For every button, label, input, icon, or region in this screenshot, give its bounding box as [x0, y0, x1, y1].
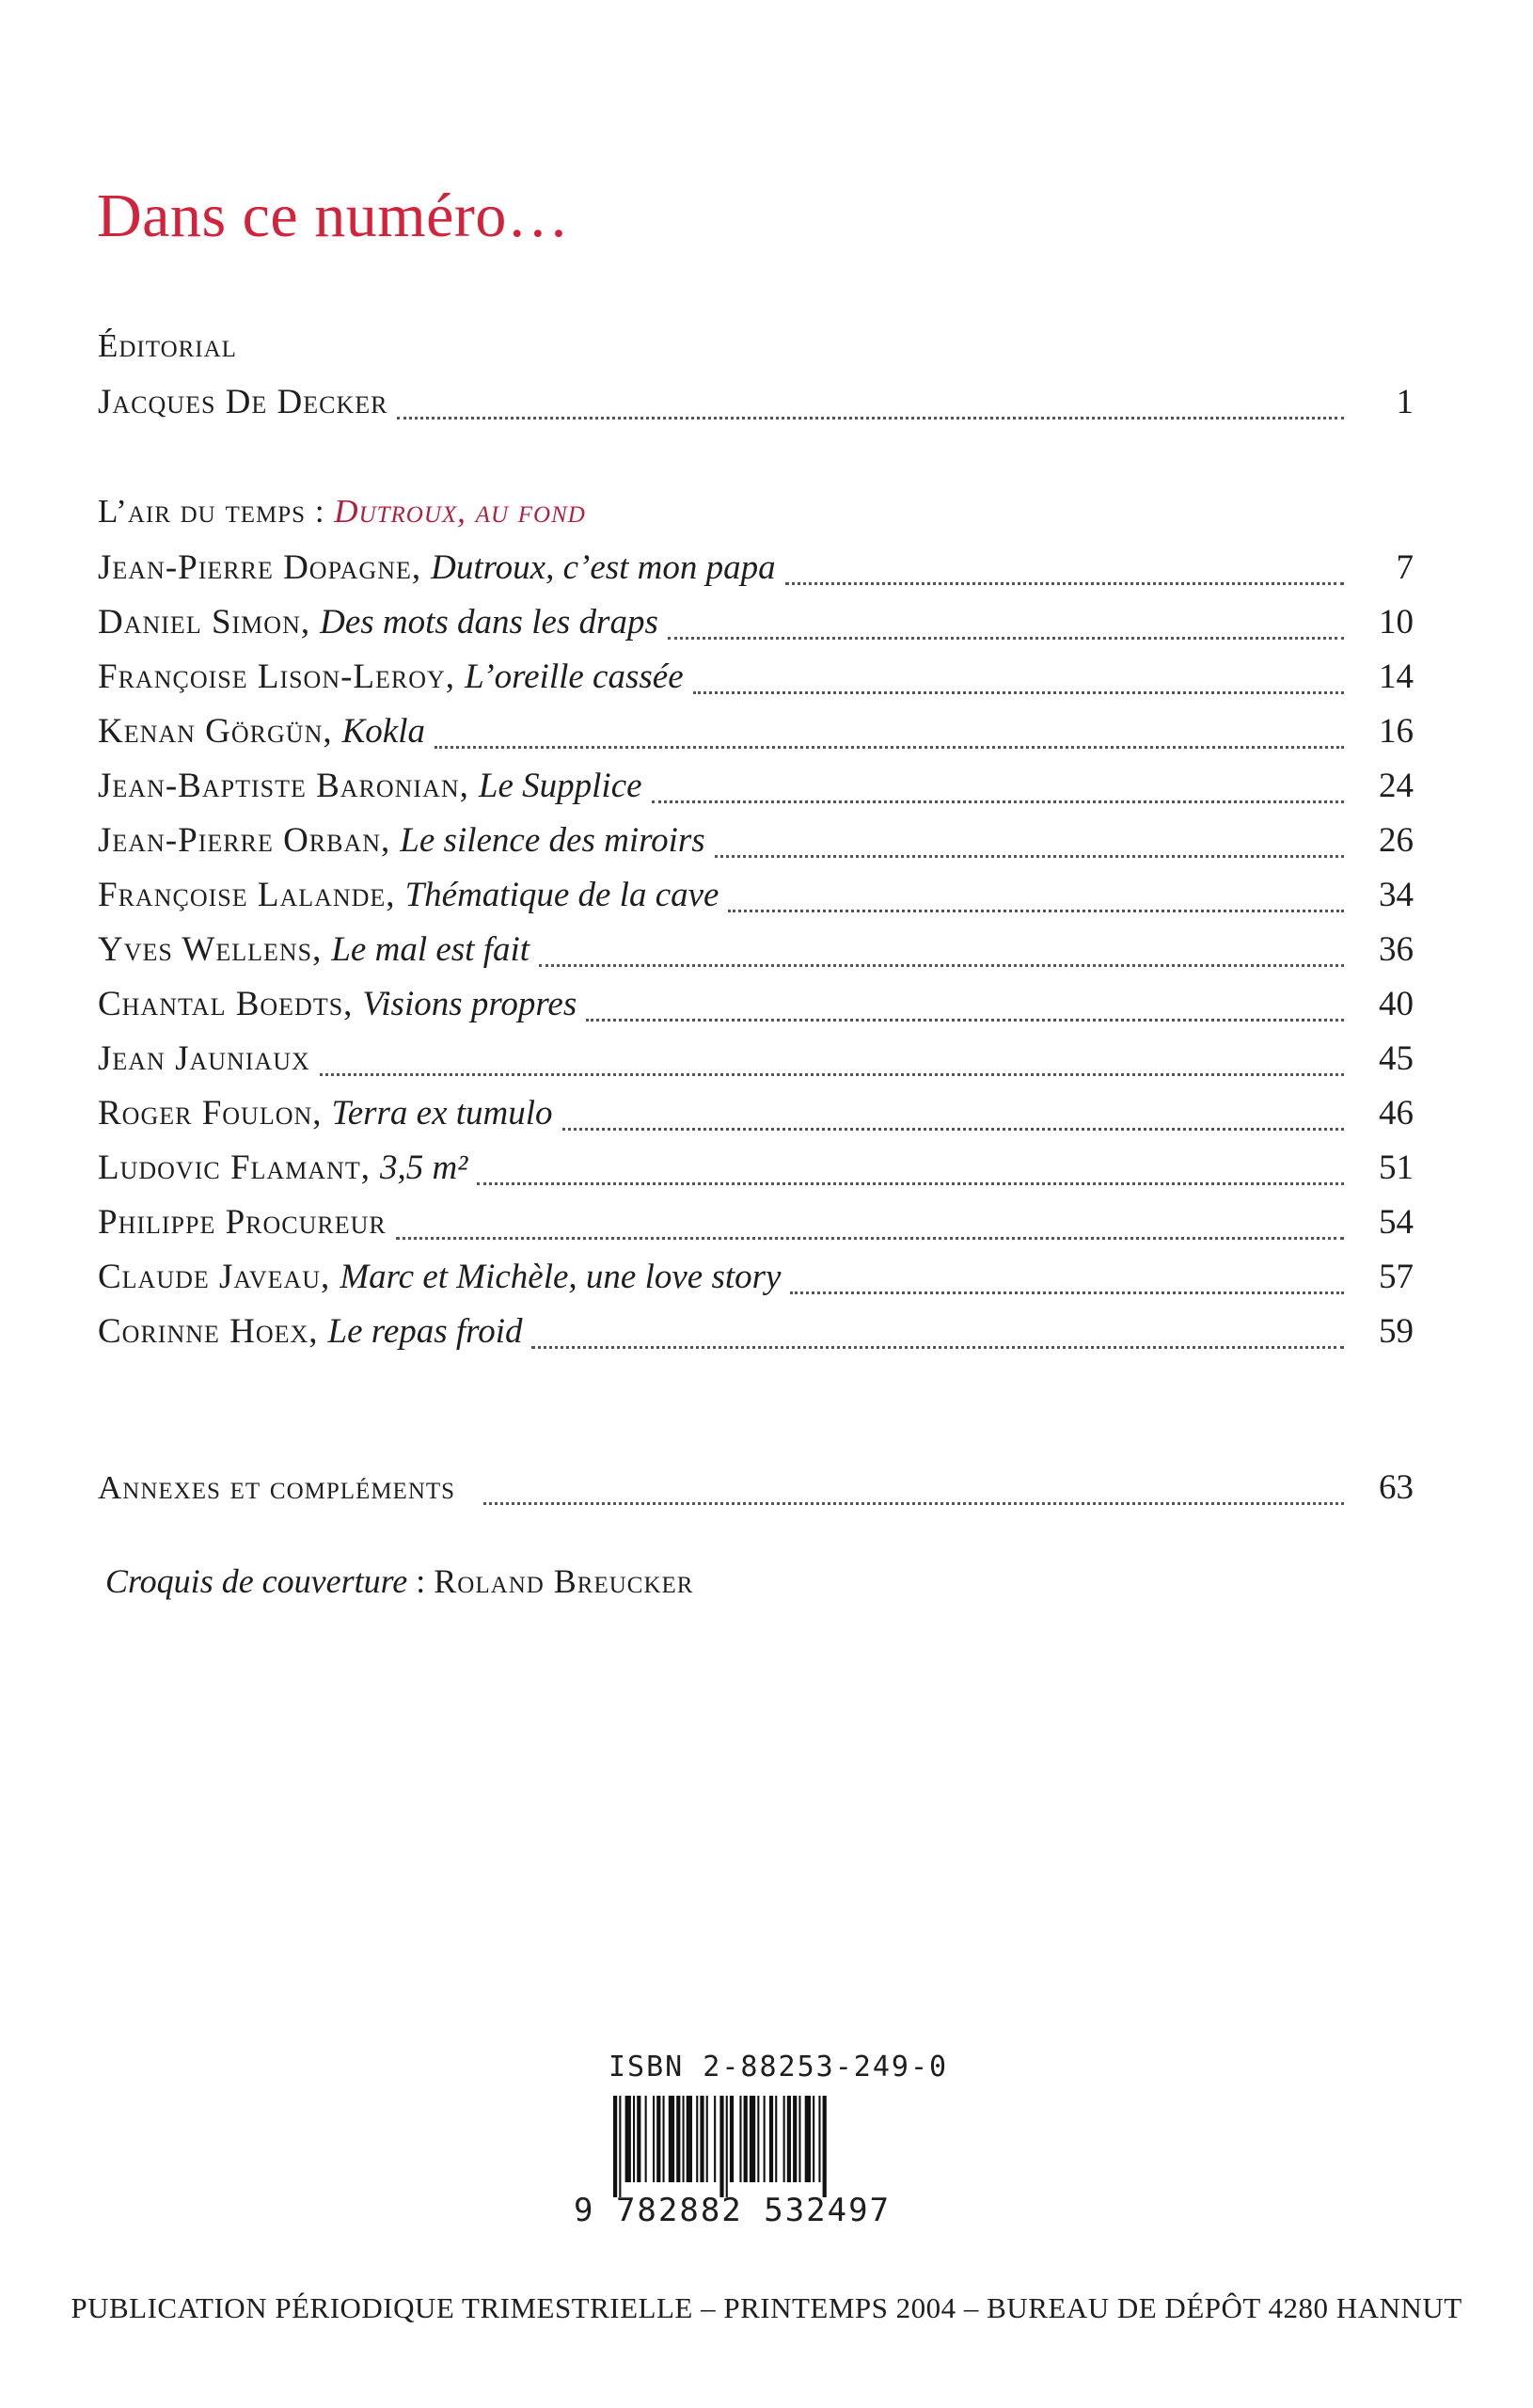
barcode-bar	[687, 2096, 692, 2182]
barcode-bar	[676, 2096, 680, 2182]
toc-author: Jean Jauniaux	[98, 1039, 310, 1078]
dot-leader	[483, 1502, 1344, 1505]
dot-leader	[396, 1237, 1344, 1240]
credit-name: Roland Breucker	[434, 1562, 694, 1600]
barcode-bar	[769, 2096, 773, 2182]
toc-work-title: Le repas froid	[327, 1312, 523, 1351]
toc-author: Chantal Boedts,	[98, 985, 354, 1023]
dot-leader	[715, 855, 1344, 858]
barcode-bar	[619, 2096, 621, 2197]
toc-entry[interactable]	[98, 1202, 1414, 1251]
toc-entry[interactable]	[98, 875, 1414, 924]
toc-page-number: 54	[1379, 1203, 1414, 1242]
toc-page-number: 51	[1379, 1149, 1414, 1187]
barcode-digits: 9 782882 532497	[574, 2192, 892, 2229]
toc-entry[interactable]	[98, 547, 1414, 596]
toc-entry[interactable]	[98, 657, 1414, 705]
toc-work-title: Le mal est fait	[331, 930, 530, 969]
dot-leader	[397, 417, 1344, 420]
toc-page-number: 7	[1396, 548, 1414, 587]
barcode-bar	[669, 2096, 674, 2182]
barcode-bar	[656, 2096, 660, 2182]
toc-work-title: Dutroux, c’est mon papa	[431, 548, 776, 587]
dot-leader	[652, 800, 1344, 803]
toc-author: Kenan Görgün,	[98, 712, 333, 751]
toc-page-number: 40	[1379, 985, 1414, 1023]
toc-page-number: 10	[1379, 603, 1414, 642]
toc-work-title: Kokla	[341, 712, 425, 751]
toc-author: Françoise Lison-Leroy,	[98, 657, 456, 696]
dot-leader	[728, 910, 1344, 912]
barcode-bar	[706, 2096, 708, 2182]
toc-work-title: L’oreille cassée	[465, 657, 684, 696]
toc-page-number: 59	[1379, 1312, 1414, 1351]
toc-page-number: 14	[1379, 657, 1414, 696]
toc-work-title: Des mots dans les draps	[320, 603, 658, 642]
toc-page-number: 34	[1379, 876, 1414, 914]
barcode-bar	[637, 2096, 640, 2182]
toc-author: Jean-Pierre Dopagne,	[98, 548, 422, 587]
toc-work-title: Terra ex tumulo	[331, 1094, 553, 1133]
barcode-bar	[625, 2096, 631, 2182]
barcode-bar	[783, 2096, 785, 2182]
toc-author: Jean-Pierre Orban,	[98, 821, 391, 860]
toc-author: Françoise Lalande,	[98, 876, 396, 914]
barcode-bar	[719, 2096, 723, 2197]
toc-page-number: 26	[1379, 821, 1414, 860]
barcode-bar	[805, 2096, 811, 2182]
editorial-heading: Éditorial	[98, 327, 237, 364]
barcode-bar	[787, 2096, 791, 2182]
toc-page-number: 63	[1379, 1468, 1414, 1507]
dot-leader	[586, 1019, 1344, 1022]
dot-leader	[531, 1346, 1344, 1349]
toc-entry[interactable]	[98, 1311, 1414, 1360]
toc-entry[interactable]	[98, 820, 1414, 869]
barcode-bar	[730, 2096, 734, 2182]
barcode-bar	[683, 2096, 685, 2182]
section-theme: Dutroux, au fond	[334, 493, 586, 530]
barcode-bar	[726, 2096, 728, 2197]
barcode-bar	[813, 2096, 814, 2182]
dot-leader	[790, 1291, 1344, 1294]
barcode-bar	[653, 2096, 655, 2182]
barcode-bar	[633, 2096, 635, 2182]
isbn-number: ISBN 2-88253-249-0	[608, 2051, 949, 2083]
toc-entry[interactable]	[98, 929, 1414, 978]
barcode-bar	[739, 2096, 741, 2182]
toc-entry[interactable]	[98, 711, 1414, 760]
section-heading-label: L’air du temps :	[98, 493, 325, 530]
page-title: Dans ce numéro…	[97, 182, 570, 251]
barcode-bar	[818, 2096, 820, 2182]
dot-leader	[477, 1182, 1344, 1185]
dot-leader	[785, 582, 1344, 585]
dot-leader	[693, 691, 1344, 694]
toc-entry-editorial[interactable]	[98, 382, 1414, 431]
barcode-bar	[757, 2096, 759, 2182]
toc-entry[interactable]	[98, 1038, 1414, 1087]
toc-work-title: Le silence des miroirs	[400, 821, 705, 860]
toc-page-number: 46	[1379, 1094, 1414, 1133]
cover-credit	[105, 1561, 693, 1601]
toc-work-title: 3,5 m²	[380, 1149, 468, 1187]
toc-author: Jean-Baptiste Baronian,	[98, 767, 469, 805]
toc-page-number: 45	[1379, 1039, 1414, 1078]
toc-author: Roger Foulon,	[98, 1094, 323, 1133]
toc-author: Ludovic Flamant,	[98, 1149, 371, 1187]
dot-leader	[320, 1073, 1344, 1076]
dot-leader	[435, 746, 1344, 749]
section-heading	[98, 493, 586, 531]
barcode-bar	[744, 2096, 748, 2182]
barcode	[611, 2096, 922, 2197]
toc-author: Corinne Hoex,	[98, 1312, 319, 1351]
toc-author: Philippe Procureur	[98, 1203, 387, 1242]
barcode-bar	[793, 2096, 797, 2182]
toc-entry[interactable]	[98, 984, 1414, 1033]
credit-separator: :	[407, 1562, 435, 1600]
toc-page-number: 36	[1379, 930, 1414, 969]
dot-leader	[668, 637, 1344, 640]
toc-work-title: Le Supplice	[478, 767, 642, 805]
barcode-bar	[613, 2096, 617, 2197]
barcode-bar	[775, 2096, 777, 2182]
toc-page-number: 16	[1379, 712, 1414, 751]
toc-page-number: 57	[1379, 1258, 1414, 1296]
toc-entry-annexes[interactable]	[98, 1467, 1414, 1516]
toc-page-number: 1	[1396, 383, 1414, 421]
annexes-label: Annexes et compléments	[98, 1469, 456, 1506]
barcode-bar	[823, 2096, 827, 2197]
barcode-bar	[663, 2096, 665, 2182]
barcode-bar	[696, 2096, 698, 2182]
barcode-bar	[764, 2096, 766, 2182]
toc-page-number: 24	[1379, 767, 1414, 805]
barcode-bar	[700, 2096, 703, 2182]
barcode-bar	[645, 2096, 647, 2182]
toc-author: Claude Javeau,	[98, 1258, 331, 1296]
barcode-bar	[714, 2096, 716, 2182]
dot-leader	[562, 1128, 1344, 1131]
toc-work-title: Visions propres	[362, 985, 577, 1023]
publication-footer: PUBLICATION PÉRIODIQUE TRIMESTRIELLE – PRINTEMPS 2004 – BUREAU DE DÉPÔT 4280 HANNUT	[71, 2291, 1462, 2324]
toc-author: Yves Wellens,	[98, 930, 323, 969]
toc-entry[interactable]	[98, 766, 1414, 815]
toc-entry[interactable]	[98, 602, 1414, 651]
barcode-bar	[798, 2096, 800, 2182]
toc-author: Jacques De Decker	[98, 383, 388, 421]
toc-work-title: Thématique de la cave	[404, 876, 719, 914]
dot-leader	[539, 964, 1344, 967]
credit-label: Croquis de couverture	[105, 1562, 408, 1600]
toc-author: Daniel Simon,	[98, 603, 311, 642]
toc-entry[interactable]	[98, 1148, 1414, 1196]
barcode-bar	[750, 2096, 755, 2182]
toc-entry[interactable]	[98, 1257, 1414, 1306]
toc-work-title: Marc et Michèle, une love story	[340, 1258, 782, 1296]
toc-entry[interactable]	[98, 1093, 1414, 1142]
